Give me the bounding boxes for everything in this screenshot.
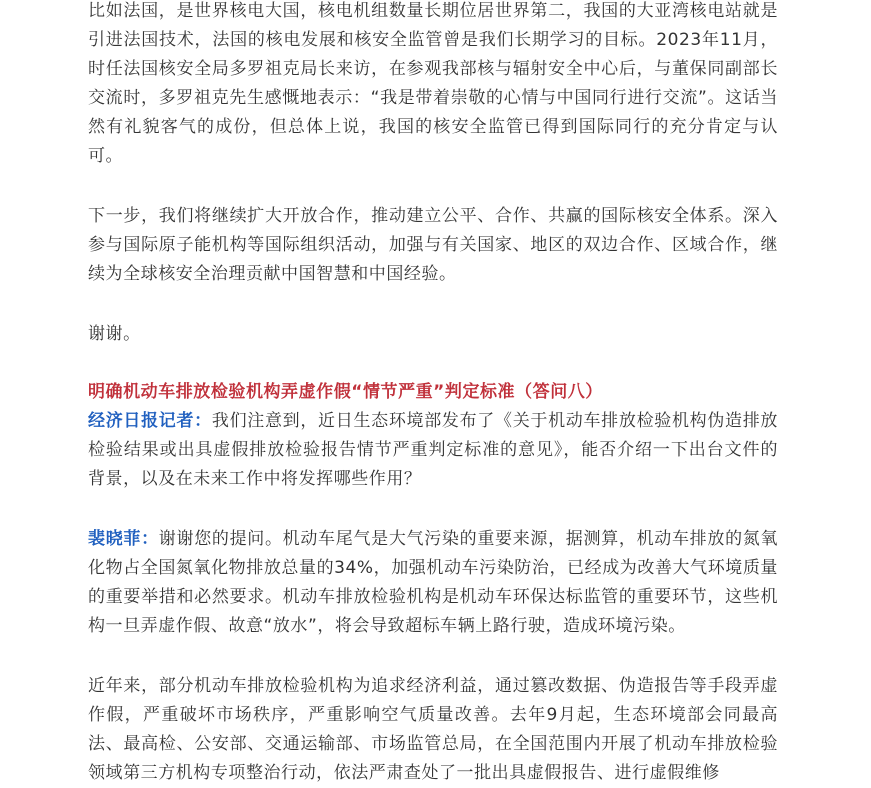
question-text: 我们注意到，近日生态环境部发布了《关于机动车排放检验机构伪造排放检验结果或出具虚假排放检验报告情节严重判定标准的意见》，能否介绍一下出台文件的背景，以及在未来工作中将发挥哪些作用？ xyxy=(88,411,778,489)
answer-speaker: 裴晓菲： xyxy=(88,529,159,549)
section-title: 明确机动车排放检验机构弄虚作假“情节严重”判定标准（答问八） xyxy=(88,382,603,402)
answer-text: 谢谢您的提问。机动车尾气是大气污染的重要来源，据测算，机动车排放的氮氧化物占全国氮氧化物排放总量的34%，加强机动车污染防治，已经成为改善大气环境质量的重要举措和必然要求。机动车排放检验机构是机动车环保达标监管的重要环节，这些机构一旦弄虚作假、故意“放水”，将会导致超标车辆上路行驶，造成环境污染。 xyxy=(88,529,779,636)
paragraph-france-cooperation: 比如法国，是世界核电大国，核电机组数量长期位居世界第二，我国的大亚湾核电站就是引进法国技术，法国的核电发展和核安全监管曾是我们长期学习的目标。2023年11月，时任法国核安全局多罗祖克局长来访，在参观我部核与辐射安全中心后，与董保同副部长交流时，多罗祖克先生感慨地表示：“我是带着崇敬的心情与中国同行进行交流”。这话当然有礼貌客气的成份，但总体上说，我国的核安全监管已得到国际同行的充分肯定与认可。 xyxy=(88,1,778,166)
article-body xyxy=(88,0,778,788)
answer-paragraph xyxy=(88,525,778,641)
paragraph-thanks: 谢谢。 xyxy=(88,324,141,344)
paragraph-recent-years: 近年来，部分机动车排放检验机构为追求经济利益，通过篡改数据、伪造报告等手段弄虚作假，严重破坏市场秩序，严重影响空气质量改善。去年9月起，生态环境部会同最高法、最高检、公安部、交通运输部、市场监管总局，在全国范围内开展了机动车排放检验领域第三方机构专项整治行动，依法严肃查处了一批出具虚假报告、进行虚假维修 xyxy=(88,676,778,783)
question-speaker: 经济日报记者： xyxy=(88,411,212,431)
question-paragraph xyxy=(88,407,778,494)
paragraph-next-steps: 下一步，我们将继续扩大开放合作，推动建立公平、合作、共赢的国际核安全体系。深入参与国际原子能机构等国际组织活动，加强与有关国家、地区的双边合作、区域合作，继续为全球核安全治理贡献中国智慧和中国经验。 xyxy=(88,206,778,284)
